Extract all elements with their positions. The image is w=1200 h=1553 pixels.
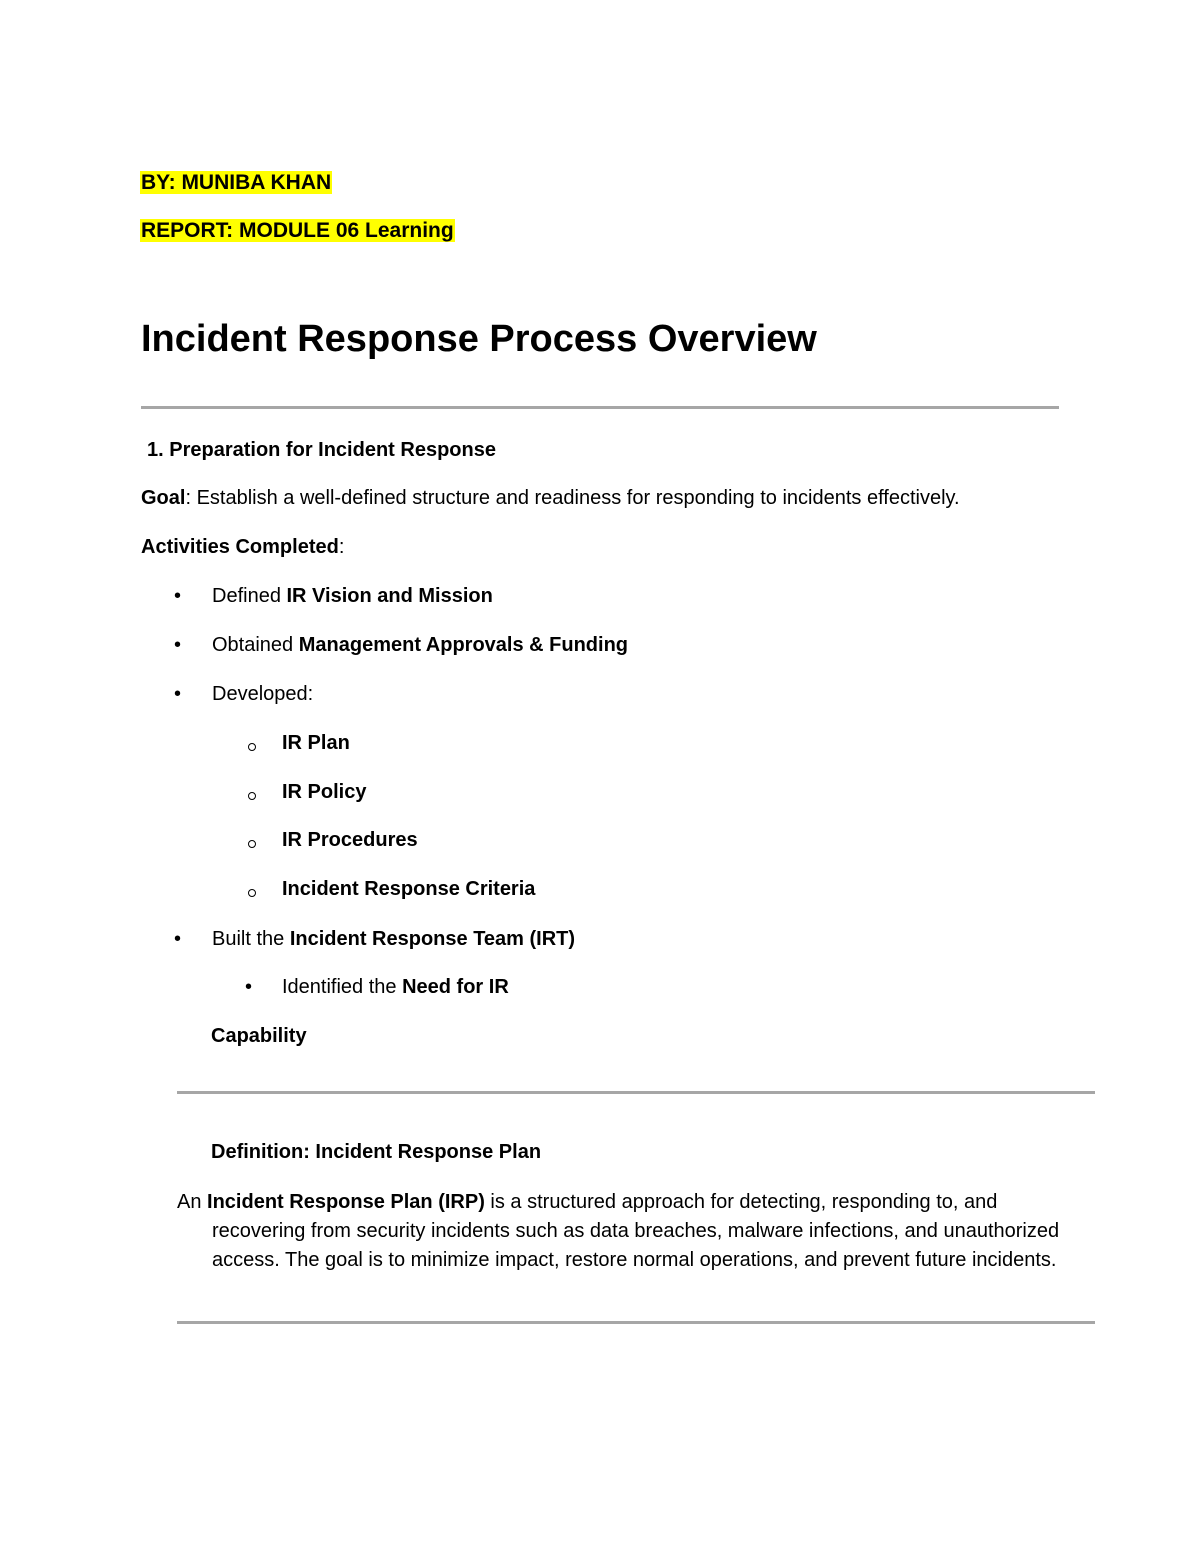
sub-list-item: Identified the Need for IR	[282, 976, 509, 998]
definition-heading: Definition: Incident Response Plan	[211, 1141, 542, 1163]
goal-line	[141, 487, 960, 510]
author-line: BY: MUNIBA KHAN	[141, 171, 332, 194]
sub-list-item: Incident Response Criteria	[282, 878, 536, 900]
bullet-dot-icon: •	[174, 585, 182, 607]
section-heading: 1. Preparation for Incident Response	[147, 439, 496, 461]
horizontal-rule	[177, 1321, 1095, 1324]
bullet-dot-icon: •	[174, 683, 182, 705]
hollow-circle-icon	[248, 889, 256, 897]
list-item: Developed:	[212, 683, 314, 705]
bullet-dot-icon: •	[174, 634, 182, 656]
list-item: Built the Incident Response Team (IRT)	[212, 928, 576, 950]
goal-text: : Establish a well-defined structure and readiness for responding to incidents effectively.	[185, 487, 960, 509]
definition-paragraph: An Incident Response Plan (IRP) is a structured approach for detecting, responding to, and recovering from security incidents such as data breaches, malware infections, and unauthorized access. The goal is to minimize impact, restore normal operations, and prevent future incidents.	[177, 1191, 1060, 1271]
hollow-circle-icon	[248, 840, 256, 848]
capability-text: Capability	[211, 1025, 307, 1047]
hollow-circle-icon	[248, 792, 256, 800]
sub-list-item: IR Procedures	[282, 829, 418, 851]
bullet-dot-icon: •	[245, 976, 253, 998]
activities-heading: Activities Completed:	[141, 536, 345, 558]
hollow-circle-icon	[248, 743, 256, 751]
sub-list-item: IR Plan	[282, 732, 350, 754]
report-line: REPORT: MODULE 06 Learning	[141, 219, 454, 242]
page-title: Incident Response Process Overview	[141, 318, 817, 360]
bullet-dot-icon: •	[174, 928, 182, 950]
sub-list-item: IR Policy	[282, 781, 367, 803]
list-item: Defined IR Vision and Mission	[212, 585, 493, 607]
horizontal-rule	[177, 1091, 1095, 1094]
goal-label: Goal	[141, 487, 186, 509]
list-item: Obtained Management Approvals & Funding	[212, 634, 629, 656]
horizontal-rule	[141, 406, 1059, 409]
